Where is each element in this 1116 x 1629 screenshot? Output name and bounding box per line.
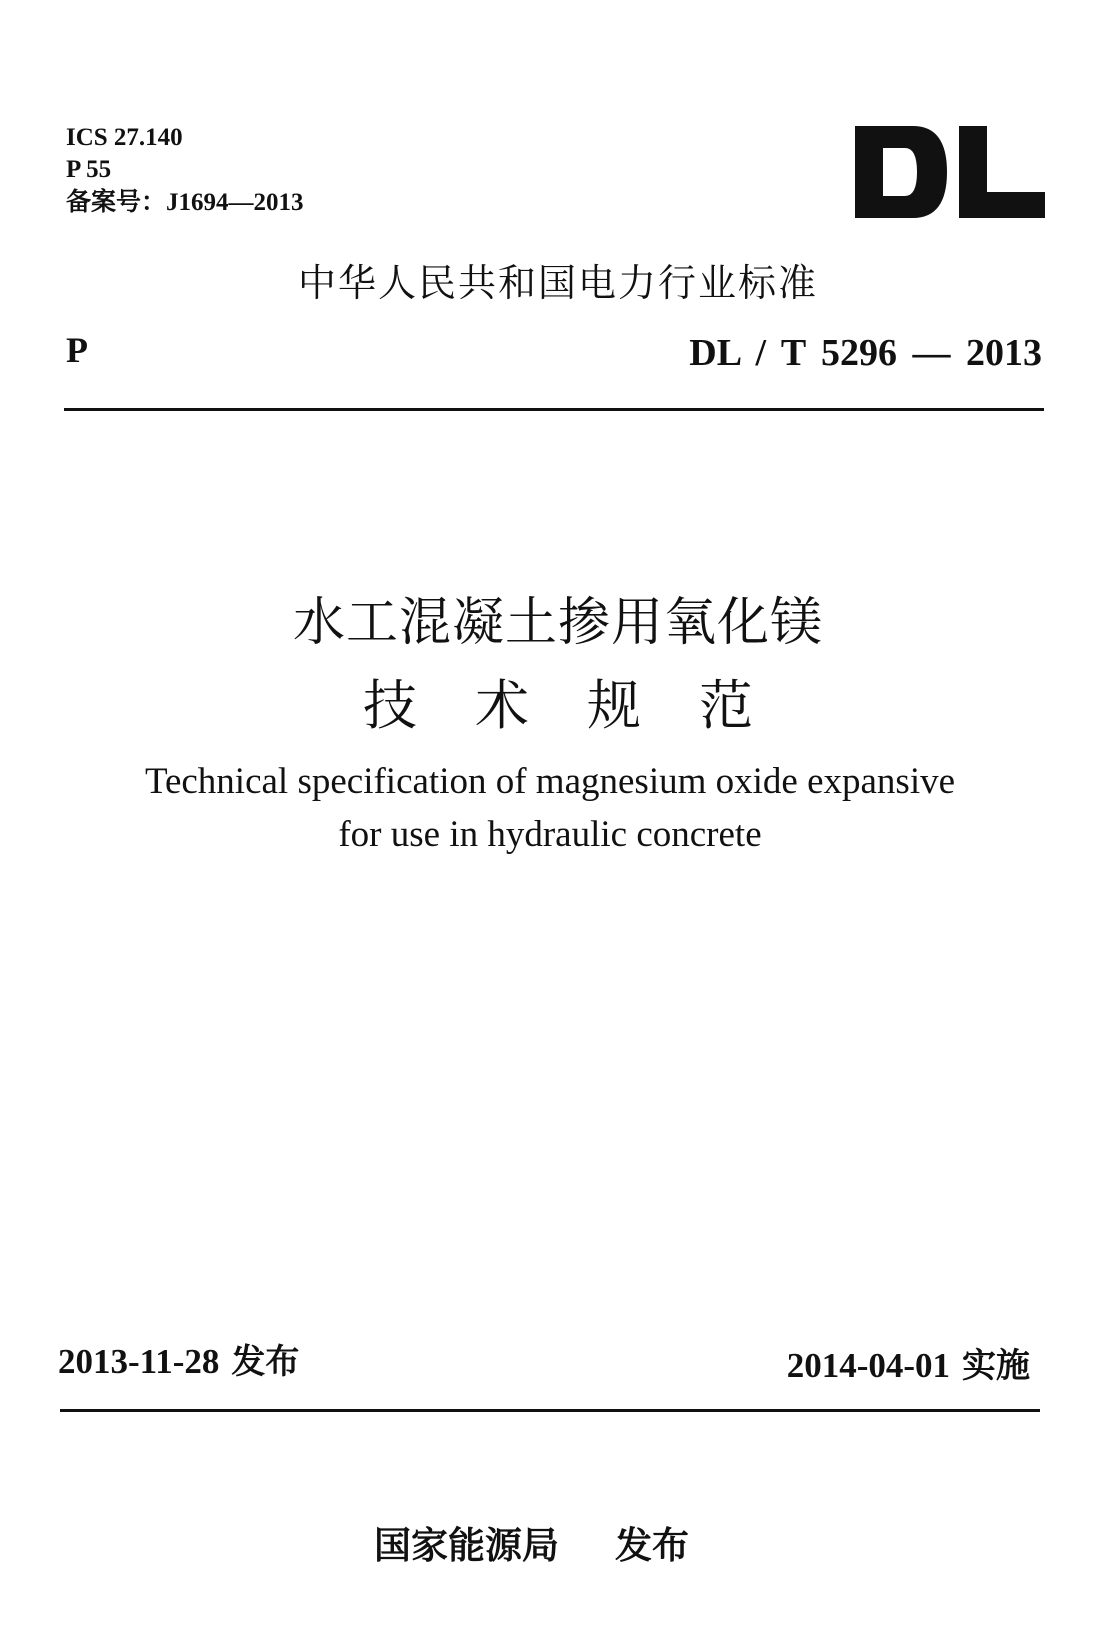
ics-code: ICS 27.140 [66, 124, 183, 151]
industry-standard-title: 中华人民共和国电力行业标准 [297, 261, 818, 305]
publisher-name: 国家能源局 [374, 1524, 559, 1567]
issue-date: 2013-11-28 [58, 1342, 220, 1381]
publisher-action: 发布 [615, 1524, 689, 1567]
dl-logo [855, 126, 1045, 218]
effective-label: 实施 [962, 1346, 1030, 1386]
chinese-title-line-1: 水工混凝土掺用氧化镁 [292, 593, 823, 653]
top-divider [64, 408, 1044, 411]
chinese-title-line-2: 技术规范 [363, 674, 811, 737]
filing-number: 备案号：J1694—2013 [66, 189, 304, 216]
english-title-line-1: Technical specification of magnesium oxide expansive [144, 761, 956, 802]
classification-letter: P [66, 330, 88, 370]
bottom-divider [60, 1409, 1040, 1412]
publisher-block [374, 1515, 689, 1569]
standard-number: DL / T 5296 — 2013 [689, 332, 1042, 374]
classification-code: P 55 [66, 156, 112, 183]
english-title-line-2: for use in hydraulic concrete [338, 814, 762, 855]
dl-logo-mark [855, 126, 1045, 218]
issue-label: 发布 [231, 1342, 300, 1382]
issue-date-block [58, 1334, 299, 1383]
effective-date-block [787, 1338, 1030, 1387]
effective-date: 2014-04-01 [786, 1346, 950, 1385]
